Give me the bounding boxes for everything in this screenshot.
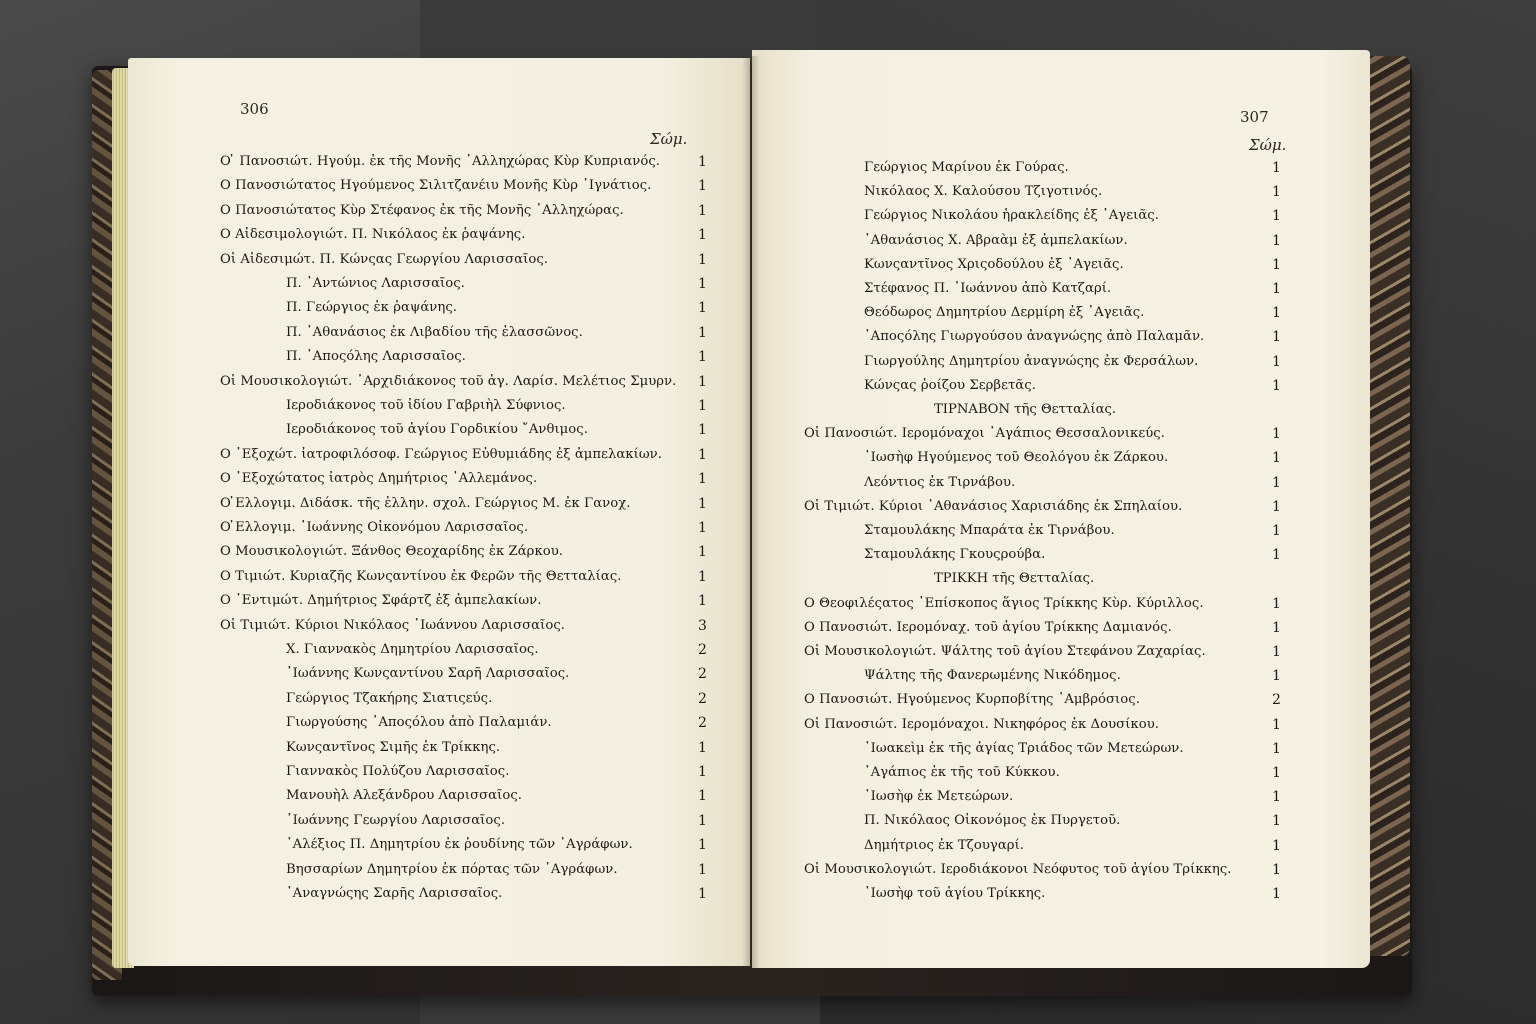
list-item: [128, 516, 750, 540]
entry-text: Ο Θεοφιλέςατος ᾿Επίσκοπος ἅγιος Τρίκκης Κὺρ. Κύριλλος.: [804, 596, 1204, 611]
entry-text: Σταμουλάκης Γκουςρούβα.: [864, 547, 1046, 562]
entry-count: 1: [1272, 523, 1281, 539]
page-number: 307: [1240, 108, 1269, 126]
entry-text: Π. ᾿Αθανάσιος ἐκ Λιβαδίου τῆς ἐλασσῶνος.: [286, 325, 583, 340]
entry-text: ᾿Ιωσὴφ ἐκ Μετεώρων.: [864, 789, 1014, 804]
entry-count: 1: [1272, 475, 1281, 491]
list-item: [752, 785, 1370, 809]
entry-count: 1: [698, 886, 707, 902]
entry-text: Οἱ Μουσικολογιώτ. Ιεροδιάκονοι Νεόφυτος τοῦ ἁγίου Τρίκκης.: [804, 862, 1232, 877]
section-heading: ΤΡΙΚΚΗ τῆς Θετταλίας.: [934, 571, 1095, 586]
entry-text: Ο Αἰδεσιμολογιώτ. Π. Νικόλαος ἐκ ῥαψάνης.: [220, 227, 526, 242]
entry-text: ᾿Ιωάννης Γεωργίου Λαρισσαῖος.: [286, 813, 506, 828]
entry-text: Οἱ Τιμιώτ. Κύριοι Νικόλαος ᾿Ιωάννου Λαρισσαῖος.: [220, 618, 566, 633]
entry-count: 1: [1272, 813, 1281, 829]
entry-text: Ο Τιμιώτ. Κυριαζῆς Κωνςαντίνου ἐκ Φερῶν τῆς Θετταλίας.: [220, 569, 622, 584]
entry-count: 1: [698, 300, 707, 316]
entry-count: 2: [698, 642, 707, 658]
entry-count: 1: [698, 203, 707, 219]
list-item: [128, 784, 750, 808]
entry-text: Π. Γεώργιος ἐκ ῥαψάνης.: [286, 300, 458, 315]
entry-count: 1: [698, 154, 707, 170]
entry-count: 1: [1272, 450, 1281, 466]
list-item: [128, 589, 750, 613]
entry-count: 1: [698, 813, 707, 829]
list-item: [128, 492, 750, 516]
entry-text: Γιωργούλης Δημητρίου ἀναγνώςης ἐκ Φερσάλων.: [864, 354, 1199, 369]
entry-text: Δημήτριος ἐκ Τζουγαρί.: [864, 838, 1025, 853]
entry-text: Οἱ Μουσικολογιώτ. Ψάλτης τοῦ ἁγίου Στεφάνου Ζαχαρίας.: [804, 644, 1206, 659]
list-item: [752, 350, 1370, 374]
entry-text: Ο Πανοσιώτ. Ιερομόναχ. τοῦ ἁγίου Τρίκκης Δαμιανός.: [804, 620, 1172, 635]
list-item: [128, 662, 750, 686]
entry-text: ᾿Ιωσὴφ Ηγούμενος τοῦ Θεολόγου ἐκ Ζάρκου.: [864, 450, 1169, 465]
list-item: [128, 882, 750, 906]
entry-text: Π. ᾿Αποςόλης Λαρισσαῖος.: [286, 349, 466, 364]
entry-count: 1: [1272, 281, 1281, 297]
list-item: [128, 248, 750, 272]
entry-count: 1: [1272, 305, 1281, 321]
list-item: [752, 495, 1370, 519]
entry-count: 1: [1272, 862, 1281, 878]
entry-count: 1: [698, 398, 707, 414]
list-item: [752, 809, 1370, 833]
left-page: [128, 58, 750, 966]
column-header: Σώμ.: [1249, 136, 1287, 154]
entry-count: 1: [1272, 426, 1281, 442]
list-item: [752, 204, 1370, 228]
entry-text: Ο ᾿Εντιμώτ. Δημήτριος Σφάρτζ ἐξ ἀμπελακίων.: [220, 593, 542, 608]
entry-text: Οἱ Μουσικολογιώτ. ᾿Αρχιδιάκονος τοῦ ἁγ. Λαρίσ. Μελέτιος Σμυρν.: [220, 374, 677, 389]
entry-count: 1: [1272, 620, 1281, 636]
list-item: [752, 277, 1370, 301]
list-item: [752, 713, 1370, 737]
book-gutter: [742, 56, 760, 968]
list-item: [752, 834, 1370, 858]
list-item: [752, 519, 1370, 543]
entry-count: 1: [698, 569, 707, 585]
entry-text: Λεόντιος ἐκ Τιρνάβου.: [864, 475, 1016, 490]
entry-count: 1: [698, 252, 707, 268]
entry-count: 1: [1272, 644, 1281, 660]
list-item: [752, 180, 1370, 204]
list-item: [128, 272, 750, 296]
list-item: [128, 345, 750, 369]
entry-count: 1: [1272, 233, 1281, 249]
entry-count: 1: [698, 544, 707, 560]
list-item: [128, 540, 750, 564]
list-item: [128, 711, 750, 735]
entry-text: Κώνςας ῥοίζου Σερβετᾶς.: [864, 378, 1036, 393]
entry-count: 1: [698, 471, 707, 487]
list-item: [752, 374, 1370, 398]
list-item: [128, 687, 750, 711]
entry-count: 1: [698, 349, 707, 365]
entry-count: 1: [698, 422, 707, 438]
entry-text: Θεόδωρος Δημητρίου Δερμίρη ἐξ ᾿Αγειᾶς.: [864, 305, 1145, 320]
list-item: [752, 761, 1370, 785]
entry-text: ᾿Αλέξιος Π. Δημητρίου ἐκ ῥουδίνης τῶν ᾿Αγράφων.: [286, 837, 633, 852]
entry-text: Ο ̔Ελλογιμ. Διδάσκ. τῆς ἑλλην. σχολ. Γεώργιος Μ. ἐκ Γανοχ.: [220, 496, 631, 511]
entry-count: 1: [698, 788, 707, 804]
entry-text: Ψάλτης τῆς Φανερωμένης Νικόδημος.: [864, 668, 1121, 683]
entry-text: Μανουὴλ Αλεξάνδρου Λαρισσαῖος.: [286, 788, 523, 803]
list-item: [128, 370, 750, 394]
entry-count: 2: [698, 715, 707, 731]
entry-count: 1: [698, 178, 707, 194]
entry-count: 1: [1272, 668, 1281, 684]
entry-count: 1: [1272, 547, 1281, 563]
entry-text: Ιεροδιάκονος τοῦ ἰδίου Γαβριὴλ Σύφνιος.: [286, 398, 566, 413]
entry-text: Οἱ Πανοσιώτ. Ιερομόναχοι ᾿Αγάπιος Θεσσαλονικεύς.: [804, 426, 1165, 441]
entry-text: Ιεροδιάκονος τοῦ ἁγίου Γορδικίου ῎Ανθιμος.: [286, 422, 588, 437]
list-item: [128, 174, 750, 198]
entry-count: 1: [1272, 765, 1281, 781]
entry-text: Χ. Γιαννακὸς Δημητρίου Λαρισσαῖος.: [286, 642, 539, 657]
entry-count: 1: [1272, 717, 1281, 733]
list-item: [752, 858, 1370, 882]
entry-count: 2: [698, 666, 707, 682]
list-item: [752, 156, 1370, 180]
entry-text: Ο Πανοσιώτατος Κὺρ Στέφανος ἐκ τῆς Μονῆς ᾿Αλληχώρας.: [220, 203, 624, 218]
entry-count: 1: [1272, 378, 1281, 394]
entry-count: 1: [1272, 741, 1281, 757]
entry-text: Ο Πανοσιώτ. Ηγούμενος Κυρποβίτης ᾿Αμβρόσιος.: [804, 692, 1140, 707]
entry-count: 1: [698, 764, 707, 780]
entry-count: 1: [698, 447, 707, 463]
entry-text: Στέφανος Π. ᾿Ιωάννου ἀπὸ Κατζαρί.: [864, 281, 1112, 296]
entry-text: Γιαννακὸς Πολύζου Λαρισσαῖος.: [286, 764, 510, 779]
entry-count: 1: [698, 227, 707, 243]
list-item: [128, 223, 750, 247]
entry-text: Π. Νικόλαος Οἰκονόμος ἐκ Πυργετοῦ.: [864, 813, 1121, 828]
entry-text: Κωνςαντῖνος Σιμῆς ἐκ Τρίκκης.: [286, 740, 501, 755]
list-item: [128, 565, 750, 589]
entry-count: 1: [1272, 789, 1281, 805]
entry-count: 1: [698, 520, 707, 536]
list-item: [752, 664, 1370, 688]
list-item: [128, 760, 750, 784]
list-item: [752, 325, 1370, 349]
entry-text: Βησσαρίων Δημητρίου ἐκ πόρτας τῶν ᾿Αγράφων.: [286, 862, 618, 877]
list-item: [128, 150, 750, 174]
entry-count: 1: [1272, 886, 1281, 902]
entry-count: 1: [1272, 184, 1281, 200]
list-item: [128, 809, 750, 833]
list-item: [752, 253, 1370, 277]
entry-text: ᾿Ιωακεὶμ ἐκ τῆς ἁγίας Τριάδος τῶν Μετεώρων.: [864, 741, 1184, 756]
entry-text: ᾿Αγάπιος ἐκ τῆς τοῦ Κύκκου.: [864, 765, 1060, 780]
entry-count: 1: [698, 374, 707, 390]
entry-count: 1: [1272, 499, 1281, 515]
entry-text: Ο ̔Ελλογιμ. ᾿Ιωάννης Οἰκονόμου Λαρισσαῖος.: [220, 520, 529, 535]
list-item: [128, 638, 750, 662]
list-item: [752, 229, 1370, 253]
entry-text: Οἱ Πανοσιώτ. Ιερομόναχοι. Νικηφόρος ἐκ Δουσίκου.: [804, 717, 1160, 732]
entry-count: 2: [1272, 692, 1281, 708]
list-item: [128, 614, 750, 638]
entry-text: Π. ᾿Αντώνιος Λαρισσαῖος.: [286, 276, 465, 291]
list-item: [752, 422, 1370, 446]
entry-count: 1: [698, 740, 707, 756]
list-item: [128, 321, 750, 345]
list-item: [752, 592, 1370, 616]
entry-count: 3: [698, 618, 707, 634]
entry-text: Κωνςαντῖνος Χριςοδούλου ἐξ ᾿Αγειᾶς.: [864, 257, 1124, 272]
entry-text: Γεώργιος Νικολάου ἡρακλείδης ἐξ ᾿Αγειᾶς.: [864, 208, 1159, 223]
list-item: [128, 418, 750, 442]
entry-text: Ο ᾿Εξοχώτατος ἰατρὸς Δημήτριος ᾿Αλλεμάνος.: [220, 471, 538, 486]
entry-count: 1: [698, 862, 707, 878]
list-item: [128, 443, 750, 467]
entry-count: 1: [1272, 329, 1281, 345]
entry-text: Νικόλαος Χ. Καλούσου Τζιγοτινός.: [864, 184, 1103, 199]
entry-text: Σταμουλάκης Μπαράτα ἐκ Τιρνάβου.: [864, 523, 1115, 538]
list-item: [128, 199, 750, 223]
entry-count: 1: [1272, 208, 1281, 224]
entry-text: Γιωργούσης ᾿Αποςόλου ἀπὸ Παλαμιάν.: [286, 715, 552, 730]
entry-text: ᾿Αναγνώςης Σαρῆς Λαρισσαῖος.: [286, 886, 503, 901]
page-number: 306: [240, 100, 269, 118]
entry-count: 1: [1272, 257, 1281, 273]
marbled-cover-right: [1366, 56, 1410, 956]
entry-count: 1: [698, 496, 707, 512]
entry-count: 1: [1272, 596, 1281, 612]
list-item: [752, 471, 1370, 495]
list-item: [128, 296, 750, 320]
entry-count: 1: [698, 325, 707, 341]
list-item: [128, 467, 750, 491]
entry-count: 1: [1272, 160, 1281, 176]
list-item: [752, 640, 1370, 664]
entry-count: 1: [1272, 354, 1281, 370]
entry-count: 1: [698, 837, 707, 853]
entry-count: 2: [698, 691, 707, 707]
entry-count: 1: [698, 593, 707, 609]
list-item: [128, 858, 750, 882]
list-item: [752, 446, 1370, 470]
right-page: [752, 50, 1370, 968]
entry-text: ᾿Αποςόλης Γιωργούσου ἀναγνώςης ἀπὸ Παλαμᾶν.: [864, 329, 1205, 344]
list-item: [752, 616, 1370, 640]
entry-text: ᾿Ιωάννης Κωνςαντίνου Σαρῆ Λαρισσαῖος.: [286, 666, 570, 681]
entry-text: Οἱ Τιμιώτ. Κύριοι ᾿Αθανάσιος Χαρισιάδης ἐκ Σπηλαίου.: [804, 499, 1183, 514]
entry-text: Γεώργιος Τζακήρης Σιατιςεύς.: [286, 691, 493, 706]
entry-text: Ο Μουσικολογιώτ. Ξάνθος Θεοχαρίδης ἐκ Ζάρκου.: [220, 544, 564, 559]
list-item: [128, 736, 750, 760]
column-header: Σώμ.: [650, 130, 688, 148]
list-item: [752, 688, 1370, 712]
entry-count: 1: [1272, 838, 1281, 854]
list-item: [752, 882, 1370, 906]
list-item: [752, 301, 1370, 325]
entry-text: Ο Πανοσιώτατος Ηγούμενος Σιλιτζανέιυ Μονῆς Κὺρ ᾿Ιγνάτιος.: [220, 178, 652, 193]
entry-text: Ο ᾿Εξοχώτ. ἰατροφιλόσοφ. Γεώργιος Εὐθυμιάδης ἐξ ἀμπελακίων.: [220, 447, 662, 462]
entry-count: 1: [698, 276, 707, 292]
list-item: [752, 737, 1370, 761]
entry-text: ᾿Ιωσὴφ τοῦ ἁγίου Τρίκκης.: [864, 886, 1046, 901]
entry-text: Γεώργιος Μαρίνου ἐκ Γούρας.: [864, 160, 1069, 175]
list-item: [752, 543, 1370, 567]
entry-text: Οἱ Αἰδεσιμώτ. Π. Κώνςας Γεωργίου Λαρισσαῖος.: [220, 252, 549, 267]
entry-text: Ο ̔ Πανοσιώτ. Ηγούμ. ἐκ τῆς Μονῆς ᾿Αλληχώρας Κὺρ Κυπριανός.: [220, 154, 661, 169]
list-item: [128, 833, 750, 857]
list-item: [128, 394, 750, 418]
entry-text: ᾿Αθανάσιος Χ. Αβραὰμ ἐξ ἀμπελακίων.: [864, 233, 1128, 248]
section-heading: ΤΙΡΝΑΒΟΝ τῆς Θετταλίας.: [934, 402, 1117, 417]
